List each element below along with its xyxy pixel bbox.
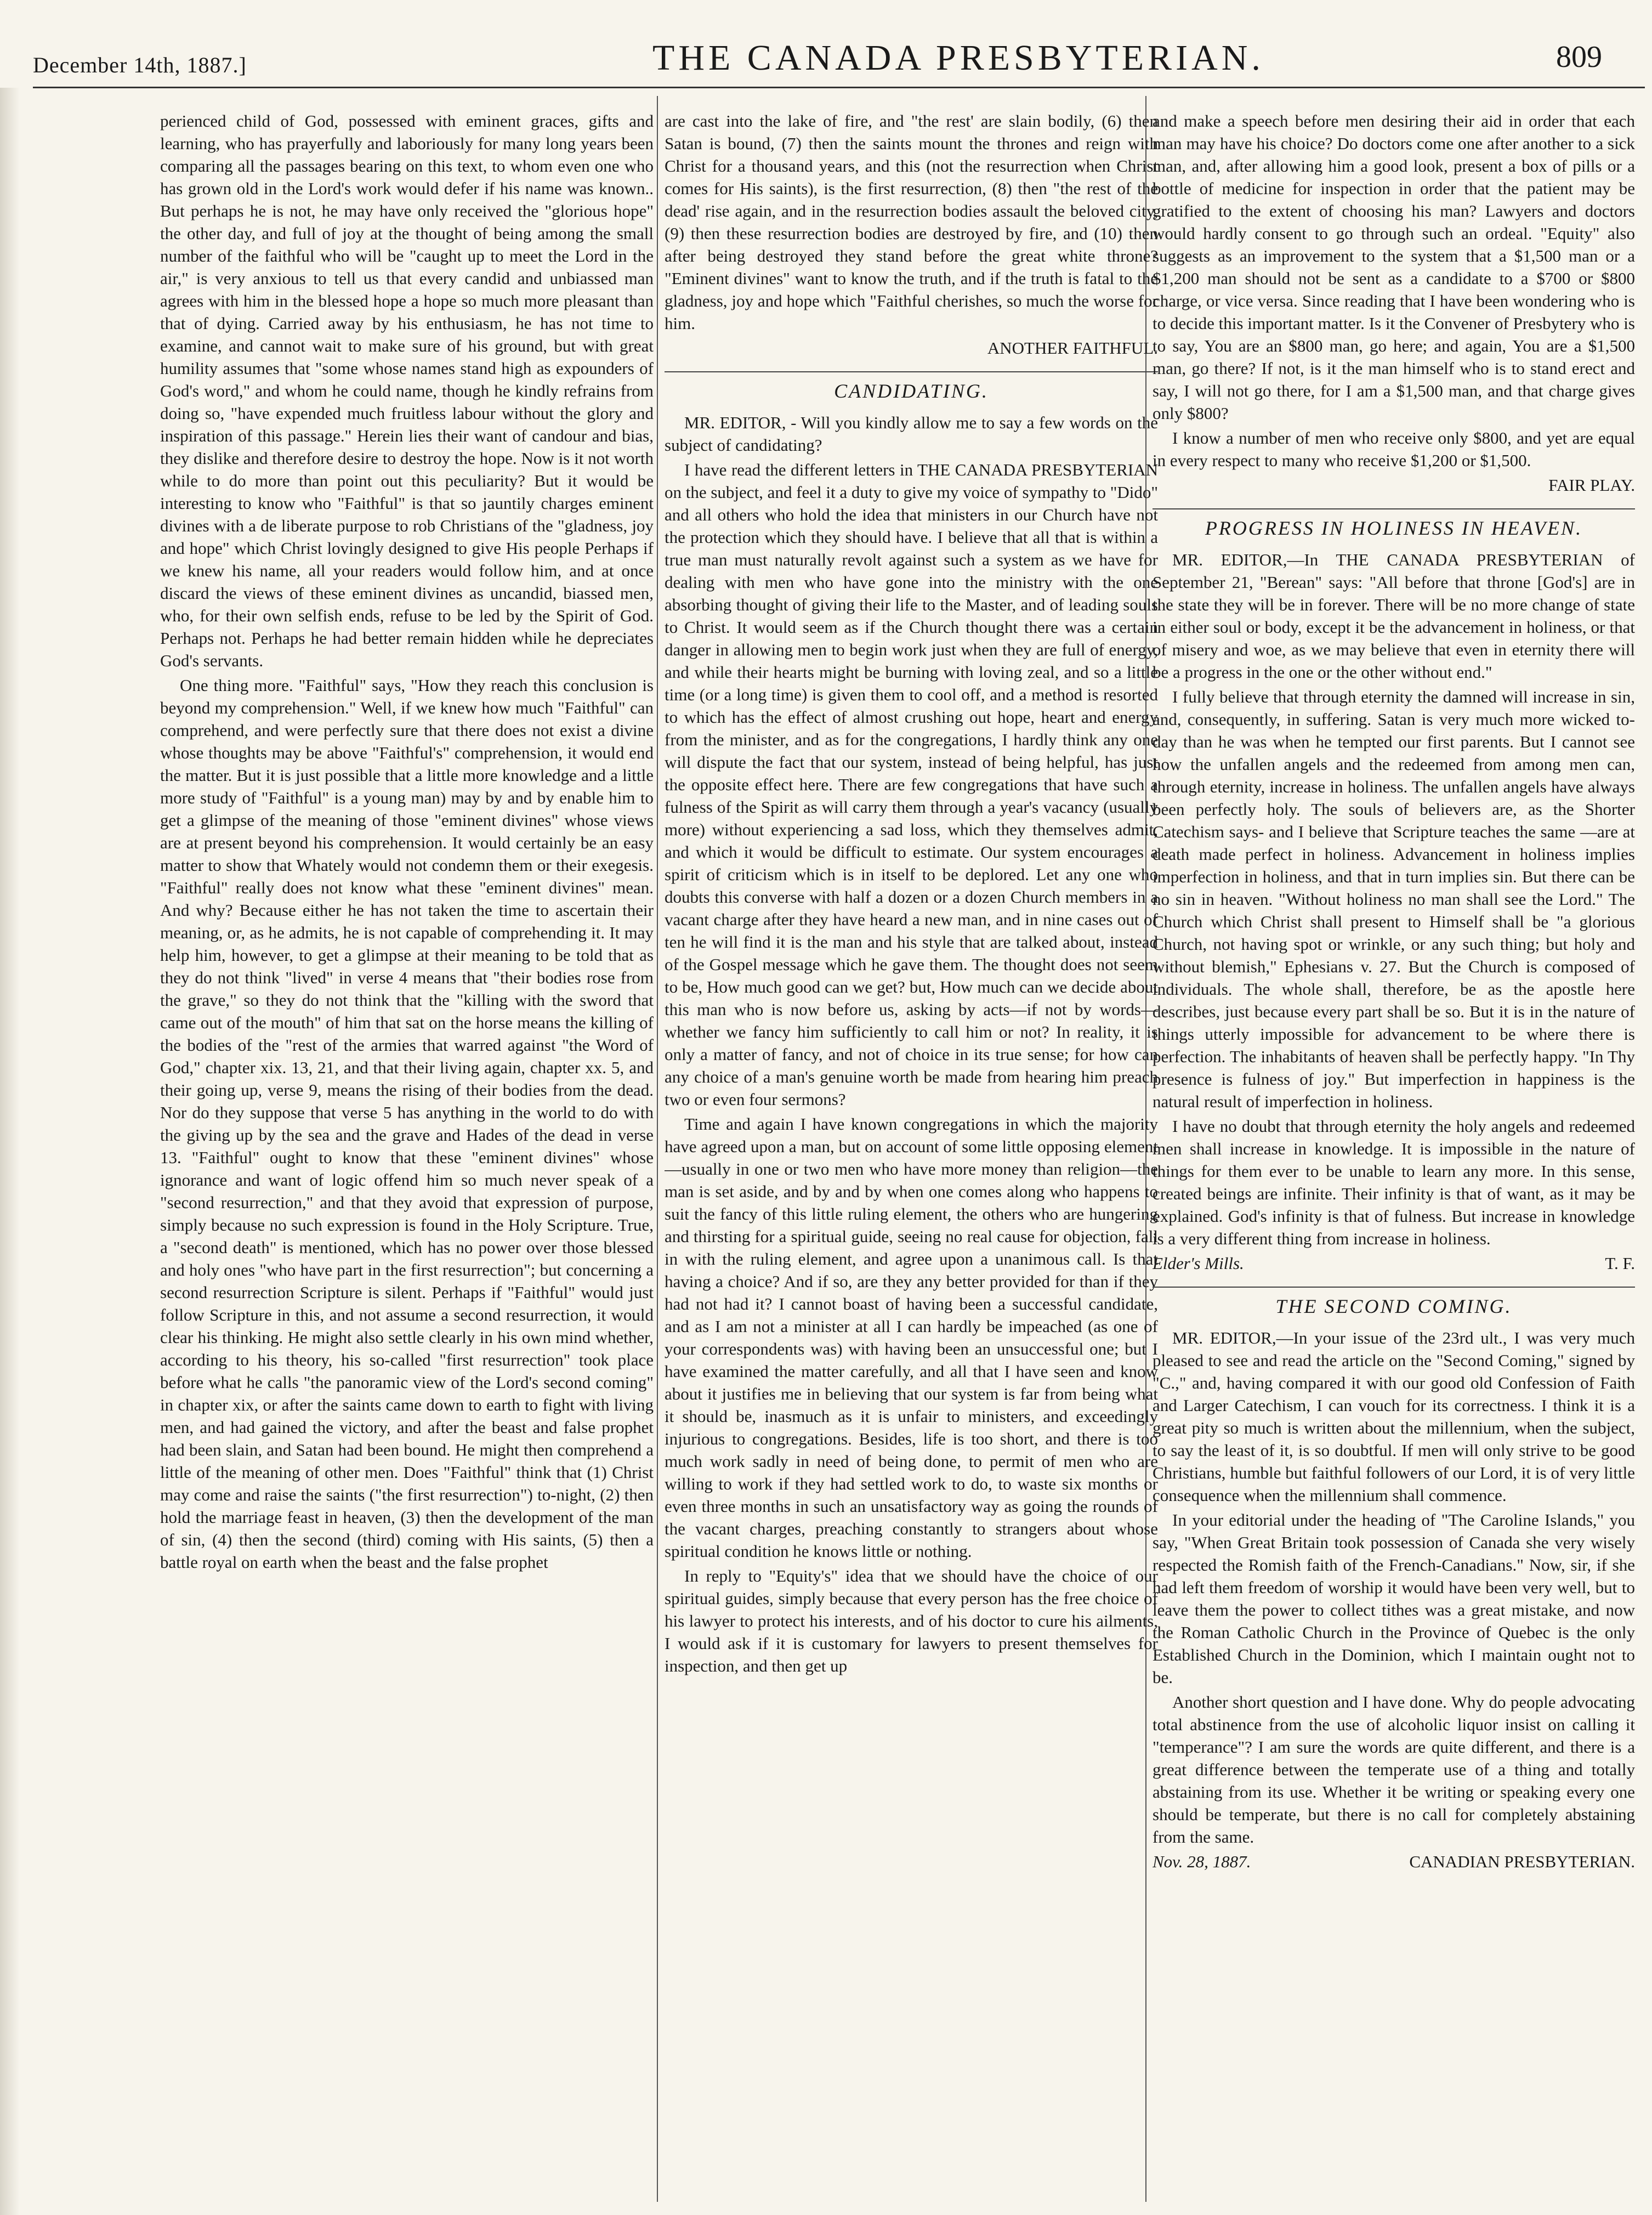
dateline-place: Nov. 28, 1887. <box>1153 1852 1251 1871</box>
paragraph: Time and again I have known congregations in which the majority have agreed upon a man, but on account of some little opposing element—usually in one or two men who have more money than religion—the man is set aside, and by and by when one comes along who happens to suit the fancy of this little ruling element, the others who are hungering and thirsting for a spiritual guide, seeing no real cause for objection, fall in with the ruling element, and agree upon a unanimous call. Is that having a choice? And if so, are they any better provided for than if they had not had it? I cannot boast of having been a successful candidate, and as I am not a minister at all I can hardly be impeached (as one of your correspondents was) with having been an unsuccessful one; but I have examined the matter carefully, and all that I have seen and know about it justifies me in believing that our system is far from being what it should be, inasmuch as it is unfair to ministers, and exceedingly injurious to congregations. Besides, life is too short, and there is too much work sadly in need of being done, to permit of men who are willing to work if they had settled work to do, to waste six months or even three months in such an unsatisfactory way as going the rounds of the vacant charges, preaching constantly to strangers about whose spiritual condition he knows little or nothing. <box>665 1114 1158 1561</box>
signature: ANOTHER FAITHFUL. <box>987 338 1158 358</box>
page-margin-edge <box>0 88 20 2215</box>
article-title-candidating: CANDIDATING. <box>665 371 1158 403</box>
paragraph: MR. EDITOR,—In THE CANADA PRESBYTERIAN of September 21, "Berean" says: "All before that throne [God's] are in the state they will be in forever. There will be no more change of state in either soul or body, except it be the advancement in holiness, or that of misery and woe, as we may believe that even in eternity there will be a progress in the one or the other without end." <box>1153 550 1635 682</box>
paragraph: One thing more. "Faithful" says, "How they reach this conclusion is beyond my comprehension." Well, if we knew how much "Faithful" can comprehend, and were perfectly sure that there does not exist a divine whose thoughts may be above "Faithful's" comprehension, it would end the matter. But it is just possible that a little more knowledge and a little more study of "Faithful" is a young man) may by and by enable him to get a glimpse of the meaning of those "eminent divines" whose views are at present beyond his comprehension. It would certainly be an easy matter to show that Whately would not condemn them or their exegesis. "Faithful" really does not know what these "eminent divines" mean. And why? Because either he has not taken the time to ascertain their meaning, or, as he admits, he is not capable of comprehending it. It may help him, however, to get a glimpse at their meaning to be told that as they do not think "lived" in verse 4 means that "their bodies rose from the grave," so they do not think that the "killing with the sword that came out of the mouth" of him that sat on the horse means the killing of the bodies of the "rest of the armies that warred against "the Word of God," chapter xix. 13, 21, and that their living again, chapter xx. 5, and their going up, verse 9, means the rising of their bodies from the dead. Nor do they suppose that verse 5 has anything in the world to do with the giving up by the sea and the grave and Hades of the dead in verse 13. "Faithful" ought to know that these "eminent divines" whose ignorance and want of logic offend him so much never speak of a "second resurrection," and that they avoid that expression of purpose, simply because no such expression is found in the Holy Scripture. True, a "second death" is mentioned, which has no power over those blessed and holy ones "who have part in the first resurrection"; but concerning a second resurrection Scripture is silent. Perhaps if "Faithful" would just follow Scripture in this, and not assume a second resurrection, it would clear his thinking. He might also settle clearly in his own mind whether, according to his theory, his so-called "first resurrection" took place before what he calls "the panoramic view of the Lord's second coming" in chapter xix, or after the saints came down to earth to fight with living men, and had gained the victory, and after the beast and false prophet had been slain, and Satan had been bound. He might then comprehend a little of the meaning of other men. Does "Faithful" think that (1) Christ may come and raise the saints ("the first resurrection") to-night, (2) then hold the marriage feast in heaven, (3) then the development of the man of sin, (4) then the second (third) coming with His saints, (5) then a battle royal on earth when the beast and the false prophet <box>160 676 654 1572</box>
paragraph: MR. EDITOR,—In your issue of the 23rd ult., I was very much pleased to see and read the article on the "Second Coming," signed by "C.," and, having compared it with our good old Confession of Faith and Larger Catechism, I can vouch for its correctness. I think it is a great pity so much is written about the millennium, when the subject, to say the least of it, is so doubtful. If men will only strive to be good Christians, humble but faithful followers of our Lord, it is of very little consequence when the millennium shall commence. <box>1153 1328 1635 1505</box>
paragraph: I have read the different letters in THE CANADA PRESBYTERIAN on the subject, and feel it a duty to give my voice of sympathy to "Dido" and all others who hold the idea that ministers in our Church have not the protection which they should have. I believe that all that is within a true man must naturally revolt against such a system as we have for dealing with men who have gone into the ministry with the one absorbing thought of giving their life to the Master, and of leading souls to Christ. It would seem as if the Church thought there was a certain danger in allowing men to begin work just when they are full of energy, and while their hearts might be burning with loving zeal, and so a little time (or a long time) is given them to cool off, and a method is resorted to which has the effect of almost crushing out hope, heart and energy from the minister, and as for the congregations, I hardly think any one will dispute the fact that our system, instead of being helpful, has just the opposite effect here. There are few congregations that have such a fulness of the Spirit as will carry them through a year's vacancy (usually more) without experiencing a sad loss, which they themselves admit, and which it would be difficult to estimate. Our system encourages a spirit of criticism which is in itself to be deplored. Let any one who doubts this converse with half a dozen or a dozen Church members in a vacant charge after they have heard a new man, and in nine cases out of ten he will find it is the man and his style that are talked about, instead of the Gospel message which he gave them. The thought does not seem to be, How much good can we get? but, How much can we decide about this man who is now before us, asking by acts—if not by words—whether we fancy him sufficiently to call him or not? In reality, it is only a matter of fancy, and not of choice in its true sense; for how can any choice of a man's genuine worth be made from hearing him preach two or even four sermons? <box>665 460 1158 1109</box>
paragraph: are cast into the lake of fire, and "the rest' are slain bodily, (6) then Satan is bound, (7) then the saints mount the thrones and reign with Christ for a thousand years, and this (not the resurrection when Christ comes for His saints), is the first resurrection, (8) then "the rest of the dead' rise again, and in the resurrection bodies assault the beloved city, (9) then these resurrection bodies are destroyed by fire, and (10) then after being destroyed they stand before the great white throne? "Eminent divines" want to know the truth, and if the truth is fatal to the gladness, joy and hope which "Faithful cherishes, so much the worse for him. <box>665 111 1158 333</box>
signature: CANADIAN PRESBYTERIAN. <box>1409 1852 1635 1871</box>
dateline <box>1153 1850 1635 1873</box>
column-rule-1 <box>657 96 658 2202</box>
page-number: 809 <box>1556 40 1602 74</box>
masthead-title: THE CANADA PRESBYTERIAN. <box>652 38 1264 78</box>
issue-date: December 14th, 1887.] <box>33 53 247 77</box>
column-2 <box>665 110 1158 2194</box>
signature: T. F. <box>1605 1254 1635 1273</box>
paragraph: and make a speech before men desiring their aid in order that each man may have his choice? Do doctors come one after another to a sick man, and, after allowing him a good look, present a box of pills or a bottle of medicine for inspection in order that the patient may be gratified to the extent of choosing his man? Lawyers and doctors would hardly consent to go through such an ordeal. "Equity" also suggests as an improvement to the system that a $1,500 man or a $1,200 man should not be sent as a candidate to a $700 or $800 charge, or vice versa. Since reading that I have been wondering who is to decide this important matter. Is it the Convener of Presbytery who is to say, You are an $800 man, go here; and again, You are a $1,500 man, go there? If not, is it the man himself who is to stand erect and say, I will not go there, for I am a $1,500 man, and that charge gives only $800? <box>1153 111 1635 423</box>
column-1 <box>160 110 654 2194</box>
column-3 <box>1153 110 1635 2194</box>
signature: FAIR PLAY. <box>1548 475 1635 495</box>
dateline <box>1153 1252 1635 1274</box>
paragraph: I have no doubt that through eternity the holy angels and redeemed men shall increase in knowledge. It is impossible in the nature of things for them ever to be unable to learn any more. In this sense, created beings are infinite. Their infinity is that of want, as it may be explained. God's infinity is that of fulness. But increase in knowledge is a very different thing from increase in holiness. <box>1153 1117 1635 1248</box>
paragraph: I know a number of men who receive only $800, and yet are equal in every respect to many who receive $1,200 or $1,500. <box>1153 428 1635 470</box>
paragraph: I fully believe that through eternity the damned will increase in sin, and, consequently, in suffering. Satan is very much more wicked to-day than he was when he tempted our first parents. But I cannot see how the unfallen angels and the redeemed from among men can, through eternity, increase in holiness. The unfallen angels have always been perfectly holy. The souls of believers are, as the Shorter Catechism says- and I believe that Scripture teaches the same —are at death made perfect in holiness. Advancement in holiness implies imperfection in holiness, and that in turn implies sin. But there can be no sin in heaven. "Without holiness no man shall see the Lord." The Church which Christ shall present to Himself shall be "a glorious Church, not having spot or wrinkle, or any such thing; but holy and without blemish," Ephesians v. 27. But the Church is composed of individuals. The whole shall, therefore, be as the apostle here describes, just because every part shall be so. But it is in the nature of things utterly impossible for advancement to be where there is perfection. The inhabitants of heaven shall be perfectly happy. "In Thy presence is fulness of joy." But imperfection in happiness is the natural result of imperfection in holiness. <box>1153 687 1635 1111</box>
dateline-place: Elder's Mills. <box>1153 1254 1244 1273</box>
article-title-progress-in-holiness: PROGRESS IN HOLINESS IN HEAVEN. <box>1153 508 1635 540</box>
paragraph: In reply to "Equity's" idea that we should have the choice of our spiritual guides, simply because that every person has the free choice of his lawyer to protect his interests, and of his doctor to cure his ailments, I would ask if it is customary for lawyers to present themselves for inspection, and then get up <box>665 1566 1158 1675</box>
paragraph: Another short question and I have done. Why do people advocating total abstinence from the use of alcoholic liquor insist on calling it "temperance"? I am sure the words are quite different, and there is a great difference between the temperate use of a thing and totally abstaining from its use. Whether it be writing or speaking every one should be temperate, but there is no call for completely abstaining from the same. <box>1153 1692 1635 1846</box>
paragraph: In your editorial under the heading of "The Caroline Islands," you say, "When Great Britain took possession of Canada she very wisely respected the Romish faith of the French-Canadians." Now, sir, if she had left them freedom of worship it would have been very well, but to leave them the power to collect tithes was a great mistake, and now the Roman Catholic Church in the Province of Quebec is the only Established Church in the Dominion, which I maintain ought not to be. <box>1153 1510 1635 1687</box>
header-rule <box>33 87 1645 88</box>
paragraph: MR. EDITOR, - Will you kindly allow me to say a few words on the subject of candidating? <box>665 413 1158 455</box>
paragraph: perienced child of God, possessed with eminent graces, gifts and learning, who has prayerfully and laboriously for many long years been comparing all the passages bearing on this text, to whom even one who has grown old in the Lord's work would defer if his name was known.. But perhaps he is not, he may have only received the "glorious hope" the other day, and full of joy at the thought of being among the small number of the faithful who will be "caught up to meet the Lord in the air," is very anxious to tell us that every candid and unbiassed man agrees with him in the blessed hope a hope so much more pleasant than that of dying. Carried away by his enthusiasm, he has not time to examine, and cannot wait to make sure of his ground, but with great humility assumes that "some whose names stand high as expounders of God's word," and whom he could name, though he kindly refrains from doing so, "have expended much fruitless labour without the glory and inspiration of this passage." Herein lies their want of candour and bias, they dislike and therefore desire to destroy the hope. Now is it not worth while to do more than point out this peculiarity? But it would be interesting to know who "Faithful" is that so jauntily charges eminent divines with a de liberate purpose to rob Christians of the "gladness, joy and hope" which Christ lovingly designed to give His people Perhaps if we knew his name, all your readers would follow him, and at once discard the views of these eminent divines as uncandid, biassed men, who, for their own selfish ends, refuse to be led by the Spirit of God. Perhaps not. Perhaps he had better remain hidden while he depreciates God's servants. <box>160 111 654 670</box>
article-title-second-coming: THE SECOND COMING. <box>1153 1287 1635 1318</box>
